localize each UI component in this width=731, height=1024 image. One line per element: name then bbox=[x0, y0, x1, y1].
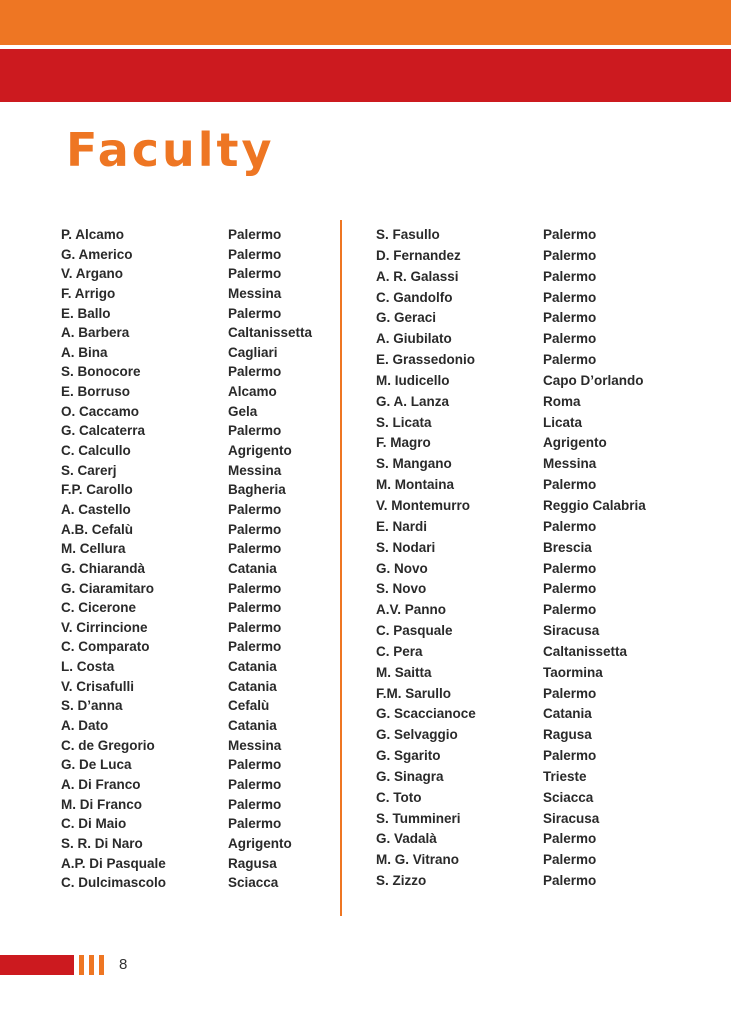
faculty-row bbox=[61, 264, 312, 284]
faculty-city: Palermo bbox=[543, 289, 597, 305]
faculty-row bbox=[376, 308, 646, 329]
faculty-name: S. Carerj bbox=[61, 462, 117, 478]
faculty-name: A. Di Franco bbox=[61, 776, 141, 792]
faculty-row bbox=[61, 323, 312, 343]
faculty-city: Caltanissetta bbox=[543, 643, 628, 659]
faculty-name: G. Americo bbox=[61, 246, 133, 262]
faculty-row bbox=[61, 245, 312, 265]
faculty-city: Palermo bbox=[543, 581, 597, 597]
faculty-city: Cefalù bbox=[228, 698, 270, 714]
faculty-name: G. Selvaggio bbox=[376, 727, 458, 743]
faculty-city: Palermo bbox=[228, 619, 282, 635]
faculty-city: Palermo bbox=[228, 541, 282, 557]
faculty-name: G. Chiarandà bbox=[61, 560, 146, 576]
faculty-city: Taormina bbox=[543, 664, 603, 680]
faculty-row bbox=[61, 854, 312, 874]
faculty-city: Palermo bbox=[543, 748, 597, 764]
faculty-city: Palermo bbox=[543, 852, 597, 868]
faculty-row bbox=[61, 421, 312, 441]
faculty-name: S. R. Di Naro bbox=[61, 835, 143, 851]
faculty-row bbox=[61, 225, 312, 245]
faculty-name: C. Gandolfo bbox=[376, 289, 453, 305]
faculty-name: G. Novo bbox=[376, 560, 428, 576]
faculty-row bbox=[61, 284, 312, 304]
faculty-name: M. G. Vitrano bbox=[376, 852, 460, 868]
faculty-city: Palermo bbox=[543, 268, 597, 284]
faculty-name: A. Castello bbox=[61, 501, 131, 517]
faculty-name: C. Pera bbox=[376, 643, 423, 659]
faculty-row bbox=[61, 834, 312, 854]
faculty-city: Cagliari bbox=[228, 344, 278, 360]
faculty-row bbox=[376, 288, 646, 309]
faculty-name: C. Cicerone bbox=[61, 600, 137, 616]
faculty-row bbox=[61, 520, 312, 540]
faculty-row bbox=[376, 788, 646, 809]
faculty-city: Palermo bbox=[228, 227, 282, 242]
faculty-name: C. Toto bbox=[376, 789, 422, 805]
faculty-name: G. Sinagra bbox=[376, 768, 444, 784]
faculty-name: A. Barbera bbox=[61, 325, 130, 341]
faculty-row bbox=[376, 329, 646, 350]
faculty-city: Catania bbox=[228, 718, 277, 734]
footer-red-bar bbox=[0, 955, 74, 975]
faculty-city: Palermo bbox=[228, 501, 282, 517]
faculty-city: Sciacca bbox=[543, 789, 594, 805]
faculty-name: S. Zizzo bbox=[376, 873, 427, 889]
faculty-row bbox=[61, 441, 312, 461]
faculty-row bbox=[376, 267, 646, 288]
faculty-name: D. Fernandez bbox=[376, 247, 461, 263]
faculty-row bbox=[376, 871, 646, 892]
faculty-name: P. Alcamo bbox=[61, 227, 125, 242]
faculty-row bbox=[376, 475, 646, 496]
faculty-row bbox=[61, 637, 312, 657]
faculty-row bbox=[376, 684, 646, 705]
footer-stripe bbox=[89, 955, 94, 975]
faculty-city: Palermo bbox=[228, 757, 282, 773]
faculty-city: Palermo bbox=[228, 246, 282, 262]
faculty-name: G. Geraci bbox=[376, 310, 437, 326]
faculty-list-left bbox=[61, 225, 312, 893]
page-number: 8 bbox=[119, 956, 128, 973]
faculty-row bbox=[376, 809, 646, 830]
faculty-name: C. Calcullo bbox=[61, 443, 131, 459]
faculty-city: Palermo bbox=[543, 685, 597, 701]
faculty-row bbox=[376, 350, 646, 371]
faculty-name: C. Di Maio bbox=[61, 816, 127, 832]
faculty-city: Siracusa bbox=[543, 623, 600, 639]
faculty-name: M. Montaina bbox=[376, 477, 454, 493]
faculty-name: M. Saitta bbox=[376, 664, 432, 680]
faculty-name: M. Iudicello bbox=[376, 372, 450, 388]
faculty-row bbox=[61, 559, 312, 579]
faculty-row bbox=[376, 642, 646, 663]
faculty-city: Catania bbox=[228, 560, 277, 576]
faculty-city: Messina bbox=[228, 462, 282, 478]
faculty-city: Messina bbox=[228, 285, 282, 301]
faculty-city: Agrigento bbox=[543, 435, 607, 451]
faculty-row bbox=[376, 454, 646, 475]
faculty-name: E. Nardi bbox=[376, 518, 428, 534]
faculty-name: A. R. Galassi bbox=[376, 268, 459, 284]
faculty-name: S. D’anna bbox=[61, 698, 123, 714]
faculty-city: Ragusa bbox=[228, 855, 277, 871]
faculty-row bbox=[61, 677, 312, 697]
faculty-city: Bagheria bbox=[228, 482, 286, 498]
faculty-row bbox=[376, 600, 646, 621]
faculty-city: Palermo bbox=[228, 639, 282, 655]
faculty-name: E. Grassedonio bbox=[376, 352, 476, 368]
faculty-name: S. Nodari bbox=[376, 539, 436, 555]
faculty-city: Palermo bbox=[228, 580, 282, 596]
faculty-city: Capo D’orlando bbox=[543, 372, 644, 388]
faculty-city: Ragusa bbox=[543, 727, 592, 743]
faculty-name: G. Ciaramitaro bbox=[61, 580, 155, 596]
faculty-row bbox=[376, 496, 646, 517]
faculty-city: Sciacca bbox=[228, 875, 279, 891]
faculty-name: S. Fasullo bbox=[376, 227, 440, 242]
faculty-row bbox=[376, 663, 646, 684]
faculty-row bbox=[376, 246, 646, 267]
faculty-city: Palermo bbox=[228, 266, 282, 282]
faculty-city: Palermo bbox=[543, 873, 597, 889]
faculty-name: V. Argano bbox=[61, 266, 124, 282]
faculty-row bbox=[61, 382, 312, 402]
faculty-city: Palermo bbox=[228, 521, 282, 537]
faculty-city: Palermo bbox=[543, 477, 597, 493]
faculty-city: Reggio Calabria bbox=[543, 497, 646, 513]
faculty-row bbox=[376, 704, 646, 725]
footer-stripe bbox=[79, 955, 84, 975]
faculty-name: C. Comparato bbox=[61, 639, 150, 655]
faculty-name: G. Calcaterra bbox=[61, 423, 146, 439]
faculty-name: A. Dato bbox=[61, 718, 109, 734]
faculty-row bbox=[376, 829, 646, 850]
faculty-name: S. Mangano bbox=[376, 456, 452, 472]
faculty-name: G. De Luca bbox=[61, 757, 132, 773]
faculty-row bbox=[61, 696, 312, 716]
faculty-row bbox=[376, 517, 646, 538]
faculty-name: C. de Gregorio bbox=[61, 737, 155, 753]
faculty-row bbox=[376, 538, 646, 559]
faculty-name: O. Caccamo bbox=[61, 403, 140, 419]
faculty-city: Messina bbox=[228, 737, 282, 753]
faculty-list-right bbox=[376, 225, 646, 892]
faculty-city: Palermo bbox=[228, 305, 282, 321]
faculty-row bbox=[61, 736, 312, 756]
faculty-row bbox=[376, 621, 646, 642]
faculty-name: M. Cellura bbox=[61, 541, 126, 557]
faculty-row bbox=[376, 371, 646, 392]
faculty-name: G. Vadalà bbox=[376, 831, 437, 847]
faculty-name: A. Giubilato bbox=[376, 331, 452, 347]
faculty-city: Messina bbox=[543, 456, 597, 472]
faculty-city: Brescia bbox=[543, 539, 592, 555]
faculty-row bbox=[61, 814, 312, 834]
header-red-band bbox=[0, 49, 731, 102]
faculty-name: F.M. Sarullo bbox=[376, 685, 452, 701]
faculty-name: F. Magro bbox=[376, 435, 431, 451]
faculty-city: Palermo bbox=[543, 247, 597, 263]
faculty-name: S. Novo bbox=[376, 581, 427, 597]
faculty-city: Palermo bbox=[228, 364, 282, 380]
faculty-row bbox=[376, 725, 646, 746]
faculty-name: E. Borruso bbox=[61, 384, 131, 400]
faculty-name: F.P. Carollo bbox=[61, 482, 133, 498]
faculty-city: Palermo bbox=[543, 331, 597, 347]
faculty-row bbox=[376, 579, 646, 600]
faculty-row bbox=[61, 618, 312, 638]
faculty-row bbox=[376, 392, 646, 413]
faculty-name: G. Sgarito bbox=[376, 748, 441, 764]
column-divider bbox=[340, 220, 342, 916]
faculty-name: A.V. Panno bbox=[376, 602, 447, 618]
faculty-row bbox=[61, 461, 312, 481]
faculty-name: A. Bina bbox=[61, 344, 108, 360]
faculty-city: Palermo bbox=[228, 776, 282, 792]
faculty-city: Licata bbox=[543, 414, 583, 430]
faculty-row bbox=[61, 775, 312, 795]
faculty-name: S. Licata bbox=[376, 414, 432, 430]
faculty-row bbox=[61, 657, 312, 677]
faculty-row bbox=[61, 598, 312, 618]
faculty-name: V. Montemurro bbox=[376, 497, 471, 513]
faculty-city: Palermo bbox=[543, 602, 597, 618]
faculty-name: G. A. Lanza bbox=[376, 393, 450, 409]
faculty-row bbox=[61, 343, 312, 363]
faculty-name: M. Di Franco bbox=[61, 796, 143, 812]
footer-stripe bbox=[99, 955, 104, 975]
faculty-city: Palermo bbox=[543, 352, 597, 368]
faculty-city: Caltanissetta bbox=[228, 325, 313, 341]
faculty-city: Palermo bbox=[228, 423, 282, 439]
faculty-city: Palermo bbox=[543, 831, 597, 847]
faculty-city: Siracusa bbox=[543, 810, 600, 826]
faculty-name: S. Bonocore bbox=[61, 364, 141, 380]
faculty-row bbox=[61, 500, 312, 520]
faculty-city: Trieste bbox=[543, 768, 587, 784]
faculty-row bbox=[61, 873, 312, 893]
faculty-name: C. Pasquale bbox=[376, 623, 453, 639]
faculty-city: Palermo bbox=[228, 816, 282, 832]
faculty-row bbox=[61, 755, 312, 775]
faculty-name: A.P. Di Pasquale bbox=[61, 855, 166, 871]
faculty-row bbox=[376, 767, 646, 788]
faculty-row bbox=[61, 579, 312, 599]
faculty-row bbox=[376, 225, 646, 246]
faculty-row bbox=[61, 362, 312, 382]
faculty-row bbox=[61, 304, 312, 324]
faculty-row bbox=[61, 480, 312, 500]
faculty-city: Palermo bbox=[543, 518, 597, 534]
faculty-row bbox=[376, 746, 646, 767]
faculty-name: V. Crisafulli bbox=[61, 678, 135, 694]
faculty-city: Catania bbox=[228, 678, 277, 694]
faculty-name: F. Arrigo bbox=[61, 285, 116, 301]
faculty-city: Palermo bbox=[228, 600, 282, 616]
faculty-row bbox=[61, 716, 312, 736]
faculty-name: C. Dulcimascolo bbox=[61, 875, 167, 891]
faculty-city: Roma bbox=[543, 393, 581, 409]
faculty-row bbox=[61, 539, 312, 559]
faculty-row bbox=[61, 795, 312, 815]
faculty-row bbox=[61, 402, 312, 422]
faculty-name: S. Tummineri bbox=[376, 810, 461, 826]
faculty-row bbox=[376, 413, 646, 434]
faculty-row bbox=[376, 433, 646, 454]
page-title: Faculty bbox=[66, 123, 275, 177]
faculty-city: Catania bbox=[228, 659, 277, 675]
faculty-city: Palermo bbox=[543, 560, 597, 576]
faculty-name: E. Ballo bbox=[61, 305, 111, 321]
faculty-city: Agrigento bbox=[228, 835, 292, 851]
faculty-city: Palermo bbox=[543, 310, 597, 326]
faculty-name: A.B. Cefalù bbox=[61, 521, 134, 537]
faculty-name: G. Scaccianoce bbox=[376, 706, 476, 722]
faculty-city: Palermo bbox=[543, 227, 597, 242]
faculty-city: Agrigento bbox=[228, 443, 292, 459]
header-orange-band bbox=[0, 0, 731, 45]
faculty-city: Catania bbox=[543, 706, 592, 722]
faculty-city: Gela bbox=[228, 403, 258, 419]
faculty-row bbox=[376, 559, 646, 580]
faculty-name: L. Costa bbox=[61, 659, 115, 675]
faculty-city: Alcamo bbox=[228, 384, 277, 400]
faculty-city: Palermo bbox=[228, 796, 282, 812]
faculty-row bbox=[376, 850, 646, 871]
faculty-name: V. Cirrincione bbox=[61, 619, 148, 635]
